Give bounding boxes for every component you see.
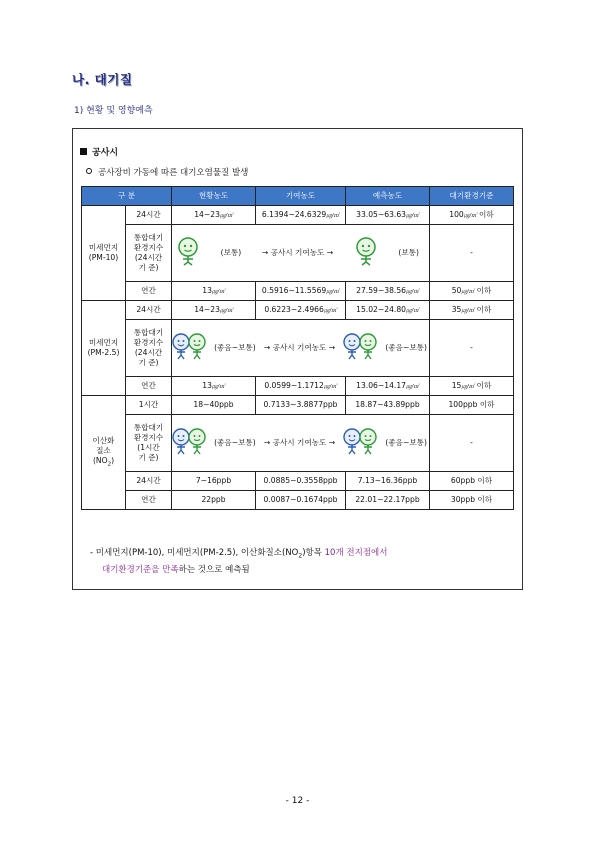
standard-cell: 60ppb 이하 — [430, 472, 514, 491]
standard-cell: 35㎍/㎥ 이하 — [430, 301, 514, 320]
period-cell: 24시간 — [126, 206, 172, 225]
predicted-cell: 33.05~63.63㎍/㎥ — [346, 206, 430, 225]
table-row — [82, 301, 514, 320]
cai-status-left: (보통) — [220, 247, 242, 257]
good-normal-faces-icon — [343, 427, 377, 458]
pollutant-no2: 이산화 질소 $(NO_2)$ — [82, 396, 126, 510]
circle-bullet-icon — [86, 168, 92, 174]
predicted-cell: 15.02~24.80㎍/㎥ — [346, 301, 430, 320]
normal-face-icon — [176, 236, 200, 269]
cai-status-left: (좋음~보통) — [214, 437, 256, 447]
section-heading: 1) 현황 및 영향예측 — [74, 106, 153, 116]
page-heading: 나. 대기질 — [72, 72, 133, 87]
col-header-category: 구 분 — [82, 187, 172, 206]
standard-cell: 100ppb 이하 — [430, 396, 514, 415]
cai-arrow-text: → 공사시 기여농도 → — [263, 342, 336, 352]
standard-cell: - — [430, 320, 514, 377]
standard-cell: - — [430, 225, 514, 282]
section-title: 공사시 — [80, 145, 118, 158]
current-cell: 7~16ppb — [172, 472, 256, 491]
table-row — [82, 377, 514, 396]
normal-face-icon — [354, 236, 378, 269]
cai-status-right: (좋음~보통) — [385, 437, 427, 447]
table-row — [82, 225, 514, 282]
cai-cell — [172, 320, 430, 377]
period-cell: 연간 — [126, 491, 172, 510]
cai-status-right: (좋음~보통) — [385, 342, 427, 352]
contribution-cell: 6.1394~24.6329㎍/㎥ — [256, 206, 346, 225]
standard-cell: - — [430, 415, 514, 472]
pollutant-pm10: 미세먼지 (PM-10) — [82, 206, 126, 301]
note-line-2: 대기환경기준을 만족하는 것으로 예측됨 — [102, 565, 250, 576]
cai-status-left: (좋음~보통) — [214, 342, 256, 352]
standard-cell: 100㎍/㎥ 이하 — [430, 206, 514, 225]
current-cell: 22ppb — [172, 491, 256, 510]
table-row — [82, 415, 514, 472]
period-cell: 연간 — [126, 377, 172, 396]
table-row — [82, 282, 514, 301]
square-bullet-icon — [80, 148, 87, 155]
standard-cell: 50㎍/㎥ 이하 — [430, 282, 514, 301]
table-row — [82, 396, 514, 415]
table-row — [82, 206, 514, 225]
cai-arrow-text: → 공사시 기여농도 → — [263, 437, 336, 447]
table-header-row — [82, 187, 514, 206]
cai-cell — [172, 415, 430, 472]
col-header-predicted: 예측농도 — [346, 187, 430, 206]
predicted-cell: 18.87~43.89ppb — [346, 396, 430, 415]
period-cell: 통합대기 환경지수 (24시간 기 준) — [126, 225, 172, 282]
col-header-standard: 대기환경기준 — [430, 187, 514, 206]
contribution-cell: 0.5916~11.5569㎍/㎥ — [256, 282, 346, 301]
table-row — [82, 320, 514, 377]
standard-cell: 15㎍/㎥ 이하 — [430, 377, 514, 396]
contribution-cell: 0.6223~2.4966㎍/㎥ — [256, 301, 346, 320]
period-cell: 연간 — [126, 282, 172, 301]
table-row — [82, 491, 514, 510]
cai-cell — [172, 225, 430, 282]
period-cell: 1시간 — [126, 396, 172, 415]
current-cell: 14~23㎍/㎥ — [172, 206, 256, 225]
col-header-current: 현황농도 — [172, 187, 256, 206]
predicted-cell: 22.01~22.17ppb — [346, 491, 430, 510]
period-cell: 24시간 — [126, 472, 172, 491]
good-normal-faces-icon — [172, 427, 206, 458]
period-cell: 통합대기 환경지수 (24시간 기 준) — [126, 320, 172, 377]
contribution-cell: 0.0599~1.1712㎍/㎥ — [256, 377, 346, 396]
col-header-contribution: 기여농도 — [256, 187, 346, 206]
period-cell: 24시간 — [126, 301, 172, 320]
page-number: - 12 - — [285, 796, 310, 806]
current-cell: 13㎍/㎥ — [172, 282, 256, 301]
predicted-cell: 7.13~16.36ppb — [346, 472, 430, 491]
current-cell: 14~23㎍/㎥ — [172, 301, 256, 320]
standard-cell: 30ppb 이하 — [430, 491, 514, 510]
cai-arrow-text: → 공사시 기여농도 → — [261, 247, 334, 257]
air-quality-table — [81, 186, 514, 510]
conclusion-note — [90, 545, 387, 578]
predicted-cell: 27.59~38.56㎍/㎥ — [346, 282, 430, 301]
contribution-cell: 0.0885~0.3558ppb — [256, 472, 346, 491]
current-cell: 13㎍/㎥ — [172, 377, 256, 396]
note-line-1: - 미세먼지(PM-10), 미세먼지(PM-2.5), 이산화질소$(NO_2)$항목 10개 전지점에서 — [90, 548, 388, 560]
contribution-cell: 0.0087~0.1674ppb — [256, 491, 346, 510]
table-row — [82, 472, 514, 491]
good-normal-faces-icon — [343, 332, 377, 363]
period-cell: 통합대기 환경지수 (1시간 기 준) — [126, 415, 172, 472]
pollutant-pm25: 미세먼지 (PM-2.5) — [82, 301, 126, 396]
predicted-cell: 13.06~14.17㎍/㎥ — [346, 377, 430, 396]
cai-status-right: (보통) — [398, 247, 419, 257]
section-subtitle: 공사장비 가동에 따른 대기오염물질 발생 — [86, 166, 248, 178]
current-cell: 18~40ppb — [172, 396, 256, 415]
good-normal-faces-icon — [172, 332, 206, 363]
contribution-cell: 0.7133~3.8877ppb — [256, 396, 346, 415]
